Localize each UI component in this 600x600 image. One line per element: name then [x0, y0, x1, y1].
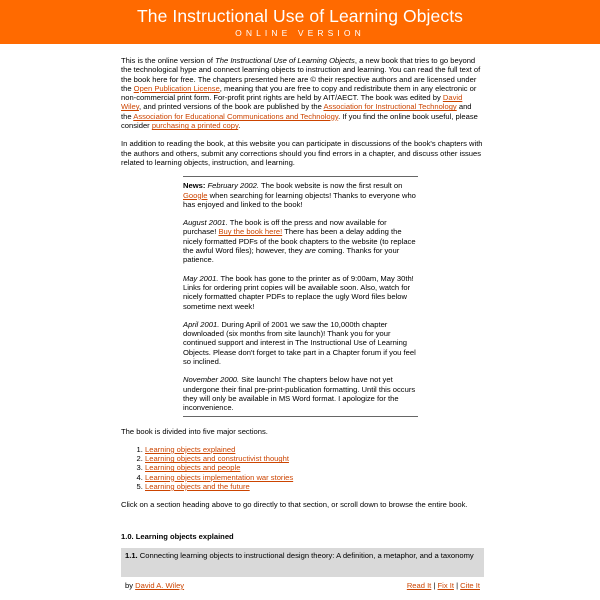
- site-subtitle: ONLINE VERSION: [235, 28, 365, 38]
- section-link-3[interactable]: Learning objects and people: [145, 463, 241, 473]
- header-banner: [0, 0, 600, 44]
- separator: |: [453, 580, 461, 590]
- intro-text: , and printed versions of the book are published by the: [139, 102, 324, 112]
- news-text: The book has gone to the printer as of 9:00am, May 30th! Links for ordering print copies will be available soon. Also, watch for nicely formatted chapter PDFs to replace the ugly Word files below sometime next week!: [183, 273, 414, 311]
- chapter-number: 1.1.: [125, 550, 138, 560]
- buy-book-link[interactable]: Buy the book here!: [218, 227, 283, 237]
- chapter-title-bar: [121, 548, 484, 577]
- list-item: [145, 482, 483, 491]
- news-item: [183, 320, 418, 366]
- main-content: [121, 56, 483, 590]
- google-link[interactable]: Google: [183, 190, 208, 200]
- news-date: February 2002.: [205, 181, 259, 191]
- section-heading: 1.0. Learning objects explained: [121, 531, 234, 541]
- open-publication-license-link[interactable]: Open Publication License: [133, 83, 220, 93]
- list-item: [145, 454, 483, 463]
- news-emphasis: are: [304, 246, 316, 256]
- byline-prefix: by: [125, 580, 136, 590]
- sections-intro: The book is divided into five major sections.: [121, 426, 268, 436]
- intro-paragraph: [121, 56, 483, 130]
- section-link-5[interactable]: Learning objects and the future: [145, 481, 250, 491]
- news-date: April 2001.: [183, 319, 220, 329]
- intro-text: This is the online version of: [121, 56, 216, 65]
- news-item: [183, 375, 418, 412]
- news-item: [183, 218, 418, 264]
- section-link-2[interactable]: Learning objects and constructivist thought: [145, 454, 289, 464]
- list-item: [145, 473, 483, 482]
- read-it-link[interactable]: Read It: [406, 580, 432, 590]
- news-text: During April of 2001 we saw the 10,000th chapter downloaded (six months from site launch)! Thank you for your continued support and interest in The Instructional Use of Learning Objects. Please don't forget to take part in a Chapter forum if you feel so inclined.: [183, 319, 416, 367]
- news-label: News:: [183, 181, 206, 191]
- news-date: November 2000.: [183, 375, 240, 385]
- site-title: The Instructional Use of Learning Objects: [136, 6, 464, 26]
- sections-outro: Click on a section heading above to go directly to that section, or scroll down to browse the entire book.: [121, 500, 468, 510]
- section-link-4[interactable]: Learning objects implementation war stories: [145, 472, 294, 482]
- author-link[interactable]: David A. Wiley: [135, 580, 185, 590]
- intro-text: , a new book that tries to go beyond the technological hype and connect learning objects to instruction and learning. You can read the full text of the book here for free. The chapters presented here are © their respective authors and are licensed under the: [121, 56, 481, 93]
- purchase-link[interactable]: purchasing a printed copy: [151, 121, 239, 131]
- news-text: when searching for learning objects! Thanks to everyone who has enjoyed and linked to the book!: [183, 190, 416, 209]
- news-date: August 2001.: [183, 218, 228, 228]
- section-link-1[interactable]: Learning objects explained: [145, 444, 236, 454]
- intro-text: .: [238, 121, 241, 131]
- news-date: May 2001.: [183, 273, 219, 283]
- participation-paragraph: In addition to reading the book, at this website you can participate in discussions of the book's chapters with the authors and others, submit any corrections should you find errors in a chapter, and discuss other issues related to learning objects, instruction, and learning.: [121, 139, 483, 167]
- chapter-title: Connecting learning objects to instructional design theory: A definition, a metaphor, and a taxonomy: [137, 550, 474, 560]
- intro-text: , meaning that you are free to copy and redistribute them in any electronic or non-commercial print form. For-profit print rights are held by AIT/AECT. The book was edited by: [121, 83, 477, 103]
- david-wiley-link[interactable]: David Wiley: [121, 93, 463, 112]
- news-box: [183, 176, 418, 416]
- list-item: [145, 463, 483, 472]
- intro-text: and the: [121, 102, 472, 121]
- news-item: [183, 274, 418, 311]
- news-text: Site launch! The chapters below have not yet undergone their final pre-print-publication formatting. Until this occurs they will only be available in MS Word format. I apologize for the inconvenience.: [183, 375, 416, 413]
- news-item: [183, 181, 418, 209]
- separator: |: [431, 580, 438, 590]
- ait-link[interactable]: Association for Instructional Technology: [323, 102, 457, 112]
- intro-text: . If you find the online book useful, please consider: [121, 111, 478, 131]
- book-title-text: The Instructional Use of Learning Objects: [215, 56, 355, 65]
- chapter-actions: [407, 581, 480, 590]
- chapter-byline: [121, 577, 484, 590]
- news-text: The book is off the press and now available for purchase!: [183, 218, 387, 237]
- cite-it-link[interactable]: Cite It: [460, 580, 480, 590]
- fix-it-link[interactable]: Fix It: [437, 580, 454, 590]
- aect-link[interactable]: Association for Educational Communications and Technology: [133, 111, 339, 121]
- list-item: [145, 445, 483, 454]
- sections-list: [121, 445, 483, 491]
- news-text: coming. Thanks for your patience.: [183, 246, 400, 265]
- news-text: The book website is now the first result on: [258, 181, 403, 191]
- news-text: There has been a delay adding the nicely formatted PDFs of the book chapters to the website (to replace the awful Word files); however, they: [183, 227, 416, 256]
